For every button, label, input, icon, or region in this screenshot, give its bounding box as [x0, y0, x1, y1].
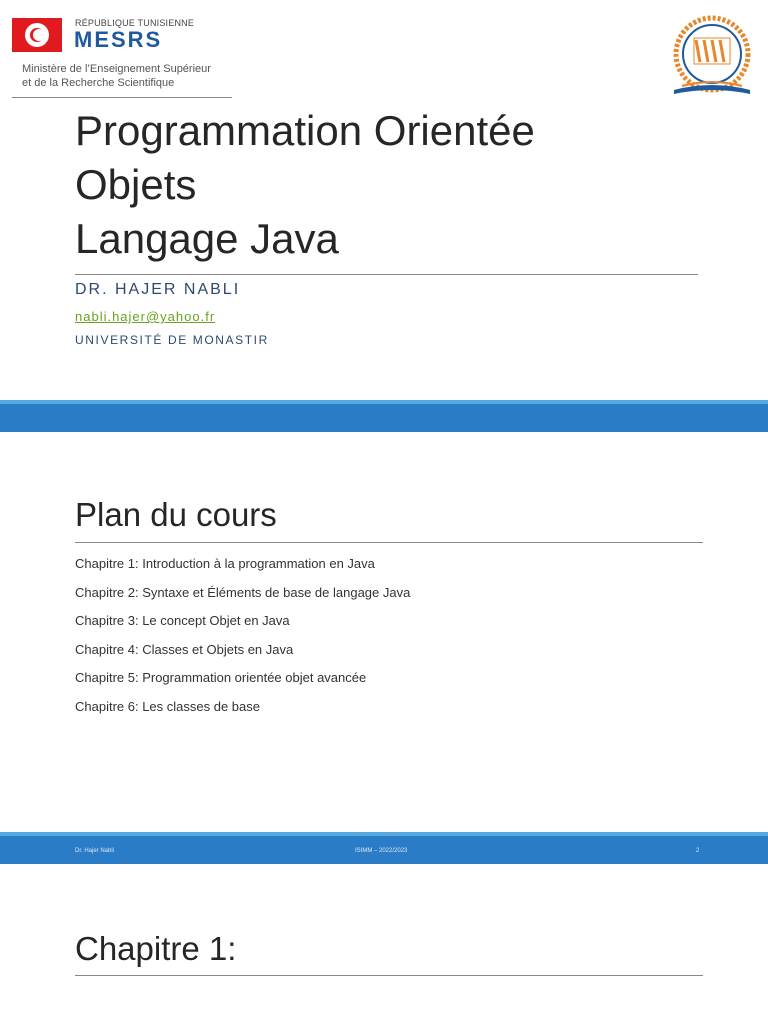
chapter-slide: [0, 864, 768, 1024]
list-item: Chapitre 1: Introduction à la programmation en Java: [75, 556, 375, 571]
slide-footer-band: [0, 832, 768, 864]
band-highlight: [0, 832, 768, 836]
author-email-link[interactable]: nabli.hajer@yahoo.fr: [75, 309, 216, 324]
chapter-heading: Chapitre 1:: [75, 930, 237, 967]
list-item: Chapitre 2: Syntaxe et Éléments de base de langage Java: [75, 584, 411, 600]
footer-center: ISIMM – 2022/2023: [355, 848, 408, 854]
mesrs-logo-text: MESRS: [74, 27, 163, 52]
isimm-logo-icon: [664, 12, 760, 98]
plan-heading: Plan du cours: [75, 496, 277, 533]
slide-separator-band: [0, 400, 768, 432]
title-divider: [75, 274, 698, 275]
list-item: Chapitre 6: Les classes de base: [75, 698, 260, 714]
footer-author: Dr. Hajer Nabli: [75, 848, 115, 854]
ministry-name: [22, 62, 232, 90]
list-item: Chapitre 4: Classes et Objets en Java: [75, 641, 294, 657]
plan-slide: [0, 432, 768, 834]
title-line-3: Langage Java: [75, 215, 339, 262]
band-highlight: [0, 400, 768, 404]
author-name: DR. HAJER NABLI: [75, 281, 241, 298]
title-slide: [0, 0, 768, 400]
list-item: Chapitre 3: Le concept Objet en Java: [75, 613, 290, 628]
title-line-2: Objets: [75, 161, 197, 208]
chapter-divider: [75, 975, 703, 976]
chapter-list: [75, 550, 410, 721]
presentation-title: [75, 104, 715, 266]
ministry-divider: [12, 97, 232, 98]
ministry-line-1: Ministère de l’Enseignement Supérieur: [22, 63, 211, 75]
tunisia-flag-icon: [12, 18, 62, 52]
plan-divider: [75, 542, 703, 543]
list-item: Chapitre 5: Programmation orientée objet avancée: [75, 670, 367, 685]
ministry-line-2: et de la Recherche Scientifique: [22, 77, 175, 89]
footer-page-number: 2: [696, 848, 700, 854]
university-name: UNIVERSITÉ DE MONASTIR: [75, 333, 269, 347]
republic-label: RÉPUBLIQUE TUNISIENNE: [75, 18, 195, 28]
title-line-1: Programmation Orientée: [75, 107, 535, 154]
